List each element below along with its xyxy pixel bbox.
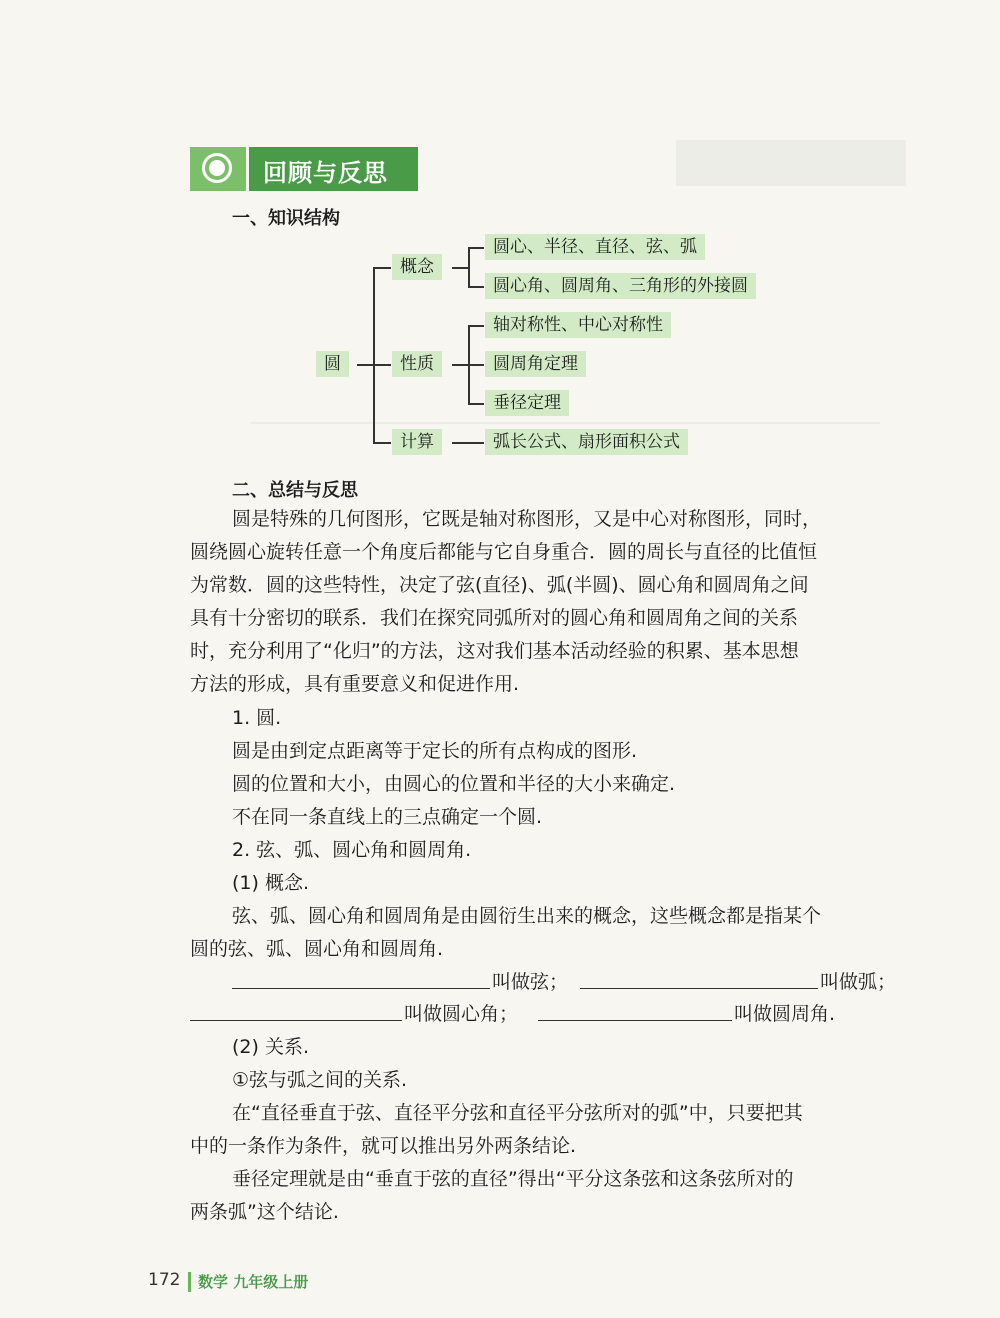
text-line: 为常数．圆的这些特性，决定了弦(直径)、弧(半圆)、圆心角和圆周角之间: [190, 574, 809, 596]
text-line: 圆的弦、弧、圆心角和圆周角.: [190, 938, 444, 960]
text-line: 中的一条作为条件，就可以推出另外两条结论.: [190, 1135, 577, 1157]
tree-root: 圆: [316, 351, 349, 377]
tree-connector: [373, 442, 391, 444]
sub-heading: ①弦与弧之间的关系.: [232, 1069, 408, 1091]
tree-connector: [452, 442, 484, 444]
tree-connector: [452, 267, 468, 269]
tree-connector: [468, 403, 484, 405]
tree-node-calc: 计算: [392, 429, 442, 455]
text-line: 圆绕圆心旋转任意一个角度后都能与它自身重合．圆的周长与直径的比值恒: [190, 541, 818, 563]
sub-heading: (2) 关系.: [232, 1036, 309, 1058]
tree-connector: [373, 267, 391, 269]
blank-label: 叫做圆心角；: [404, 1003, 519, 1025]
tree-node-concept: 概念: [392, 254, 442, 280]
footer-book-title: 数学 九年级上册: [198, 1273, 309, 1291]
tree-connector: [452, 364, 468, 366]
text-line: 两条弧”这个结论.: [190, 1201, 339, 1223]
tree-leaf: 弧长公式、扇形面积公式: [485, 429, 688, 455]
tree-leaf: 轴对称性、中心对称性: [485, 312, 671, 338]
tree-leaf: 圆周角定理: [485, 351, 586, 377]
text-line: 时，充分利用了“化归”的方法，这对我们基本活动经验的积累、基本思想: [190, 640, 799, 662]
tree-connector: [468, 364, 484, 366]
tree-connector: [468, 325, 484, 327]
item-heading: 1. 圆.: [232, 707, 282, 729]
item-heading: 2. 弦、弧、圆心角和圆周角.: [232, 839, 472, 861]
tree-connector: [468, 247, 470, 287]
tree-leaf: 垂径定理: [485, 390, 569, 416]
blank-field-chord[interactable]: [232, 988, 490, 989]
tree-connector: [468, 247, 484, 249]
footer-divider: [188, 1272, 191, 1292]
tree-connector: [373, 267, 375, 443]
tree-connector: [468, 286, 484, 288]
text-line: 圆是特殊的几何图形，它既是轴对称图形，又是中心对称图形，同时，: [232, 508, 822, 530]
tree-leaf: 圆心角、圆周角、三角形的外接圆: [485, 273, 756, 299]
section-title: 回顾与反思: [263, 159, 388, 187]
text-line: 不在同一条直线上的三点确定一个圆.: [232, 806, 543, 828]
tree-connector: [373, 364, 391, 366]
blank-label: 叫做弧；: [820, 971, 897, 993]
page-number: 172: [148, 1270, 181, 1290]
sub-heading: (1) 概念.: [232, 872, 309, 894]
blank-field-inscribed-angle[interactable]: [538, 1020, 732, 1021]
text-line: 在“直径垂直于弦、直径平分弦和直径平分弦所对的弧”中，只要把其: [232, 1102, 803, 1124]
knowledge-tree: [0, 0, 1000, 470]
blank-label: 叫做弦；: [492, 971, 569, 993]
text-line: 具有十分密切的联系．我们在探究同弧所对的圆心角和圆周角之间的关系: [190, 607, 799, 629]
tree-connector: [357, 364, 373, 366]
tree-node-property: 性质: [392, 351, 442, 377]
text-line: 方法的形成，具有重要意义和促进作用.: [190, 673, 520, 695]
heading-summary: 二、总结与反思: [232, 480, 358, 501]
text-line: 垂径定理就是由“垂直于弦的直径”得出“平分这条弦和这条弦所对的: [232, 1168, 794, 1190]
text-line: 圆的位置和大小，由圆心的位置和半径的大小来确定.: [232, 773, 676, 795]
tree-leaf: 圆心、半径、直径、弦、弧: [485, 234, 705, 260]
text-line: 弦、弧、圆心角和圆周角是由圆衍生出来的概念，这些概念都是指某个: [232, 905, 822, 927]
blank-field-arc[interactable]: [580, 988, 818, 989]
text-line: 圆是由到定点距离等于定长的所有点构成的图形.: [232, 740, 638, 762]
blank-field-central-angle[interactable]: [190, 1020, 402, 1021]
blank-label: 叫做圆周角.: [734, 1003, 836, 1025]
heading-knowledge-structure: 一、知识结构: [232, 208, 340, 229]
